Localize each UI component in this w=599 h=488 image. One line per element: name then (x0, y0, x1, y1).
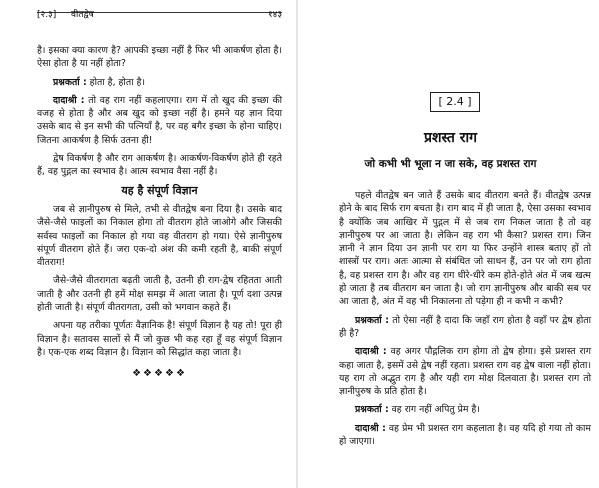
left-text-column (37, 44, 282, 381)
speaker-label: प्रश्नकर्ता : (355, 404, 389, 416)
book-gutter (296, 0, 298, 488)
right-page (302, 0, 599, 488)
paragraph: प्रश्नकर्ता : वह राग नहीं अपितु प्रेम है। (355, 404, 480, 416)
chapter-label: [ 2.4 ] (430, 92, 480, 112)
paragraph: दादाश्री : वह प्रेम भी प्रशस्त राग कहलाता है। वह यदि हो गया तो काम हो जाएगा। (339, 422, 591, 448)
chapter-subtitle: जो कभी भी भूला न जा सके, वह प्रशस्त राग (364, 158, 537, 170)
paragraph: द्वेष विकर्षण है और राग आकर्षण है। आकर्षण-विकर्षण होते ही रहते हैं, वह पुद्गल का स्वभाव है। आत्म स्वभाव वैसा नहीं है। (37, 153, 282, 178)
speaker-label: प्रश्नकर्ता : (355, 314, 389, 326)
ornament-divider: ❖❖❖❖❖ (132, 368, 187, 380)
page-number: १४३ (267, 10, 282, 20)
paragraph: प्रश्नकर्ता : होता है, होता है। (53, 76, 145, 88)
paragraph: प्रश्नकर्ता : तो ऐसा नहीं है दादा कि जहाँ राग होता है वहाँ पर द्वेष होता ही है? (339, 314, 591, 339)
paragraph: पहले वीतद्वेष बन जाते हैं उसके बाद वीतराग बनते हैं। वीतद्वेष उत्पन्न होने के बाद सिर्फ राग बचता है। राग बाद में ही जाता है, ऐसा उसका स्वभाव है क्योंकि जब आखिर में पुद्गल में से जब राग निकल जाता है तो वह ज्ञानीपुरुष पर आ जाता है। लेकिन वह राग भी कैसा? प्रशस्त राग। जिन ज्ञानी ने ज्ञान दिया उन ज्ञानी पर राग या फिर उन्होंने शास्त्र बताए हों तो शास्त्रों पर राग। अतः आत्मा से संबंधित जो साधन हैं, उन पर जो राग होता है, वह प्रशस्त राग है। और वह राग धीरे-धीरे कम होते-होते अंत में जब खत्म हो जाता है तब वीतराग बन जाता है। जो राग ज्ञानीपुरुष और बाकी सब पर आ जाता है, अंत में वह भी निकालना तो पड़ेगा ही न कभी न कभी? (339, 190, 591, 308)
paragraph: जैसे-जैसे वीतरागता बढ़ती जाती है, उतनी ही राग-द्वेष रहितता आती जाती है और उतनी ही हमें मोक्ष समझ में आता जाता है। पूर्ण दशा उत्पन्न होती जाती है। संपूर्ण वीतरागता, उसी को भगवान कहते हैं। (37, 275, 282, 314)
page-marker: [२.३] (37, 10, 57, 20)
paragraph: जब से ज्ञानीपुरुष से मिले, तभी से वीतद्वेष बना दिया है। उसके बाद जैसे-जैसे फाइलों का निकाल होगा तो वीतराग होते जाओगे और जिसकी सर्वस्व फाइलों का निकाल हो गया वह वीतराग हो गया। ऐसे ज्ञानीपुरुष संपूर्ण वीतराग होते हैं। जरा एक-दो अंश की कमी रहती है, बाकी संपूर्ण वीतराग! (37, 203, 282, 269)
left-page (0, 0, 292, 488)
right-text-column (339, 189, 591, 453)
speaker-label: दादाश्री : (355, 422, 386, 434)
speaker-label: दादाश्री : (355, 346, 387, 358)
chapter-title: प्रशस्त राग (423, 130, 478, 146)
paragraph: अपना यह तरीका पूर्णतः वैज्ञानिक है! संपूर्ण विज्ञान है यह तो! पूरा ही विज्ञान है। सतावस सालों से मैं जो कुछ भी कह रहा हूँ वह संपूर्ण विज्ञान है। एक-एक शब्द विज्ञान है। विज्ञान को सिद्धांत कहा जाता है। (37, 320, 282, 358)
running-head-title: वीतद्वेष (71, 10, 94, 20)
speaker-label: प्रश्नकर्ता : (53, 76, 87, 88)
paragraph: है। इसका क्या कारण है? आपकी इच्छा नहीं है फिर भी आकर्षण होता है। ऐसा होता है या नहीं होता? (37, 45, 282, 70)
paragraph: दादाश्री : वह अगर पौद्गलिक राग होगा तो द्वेष होगा। इसे प्रशस्त राग कहा जाता है, इसमें उसे द्वेष नहीं रहता। प्रशस्त राग वह द्वेष वाला नहीं होता। यह राग तो अद्भुत राग है और यही राग मोक्ष दिलवाता है। प्रशस्त राग तो ज्ञानीपुरुष के प्रति होता है। (339, 346, 591, 398)
speaker-label: दादाश्री : (53, 94, 85, 106)
section-heading: यह है संपूर्ण विज्ञान (121, 183, 198, 197)
paragraph: दादाश्री : तो वह राग नहीं कहलाएगा। राग में तो खुद की इच्छा की वजह से होता है और अब खुद को इच्छा नहीं है। हमने यह ज्ञान दिया उसके बाद से इन सभी की पत्नियाँ है, पर वह बगैर इच्छा के होना चाहिए। जितना आकर्षण है सिर्फ उतना ही! (37, 94, 282, 146)
running-head (37, 10, 282, 20)
